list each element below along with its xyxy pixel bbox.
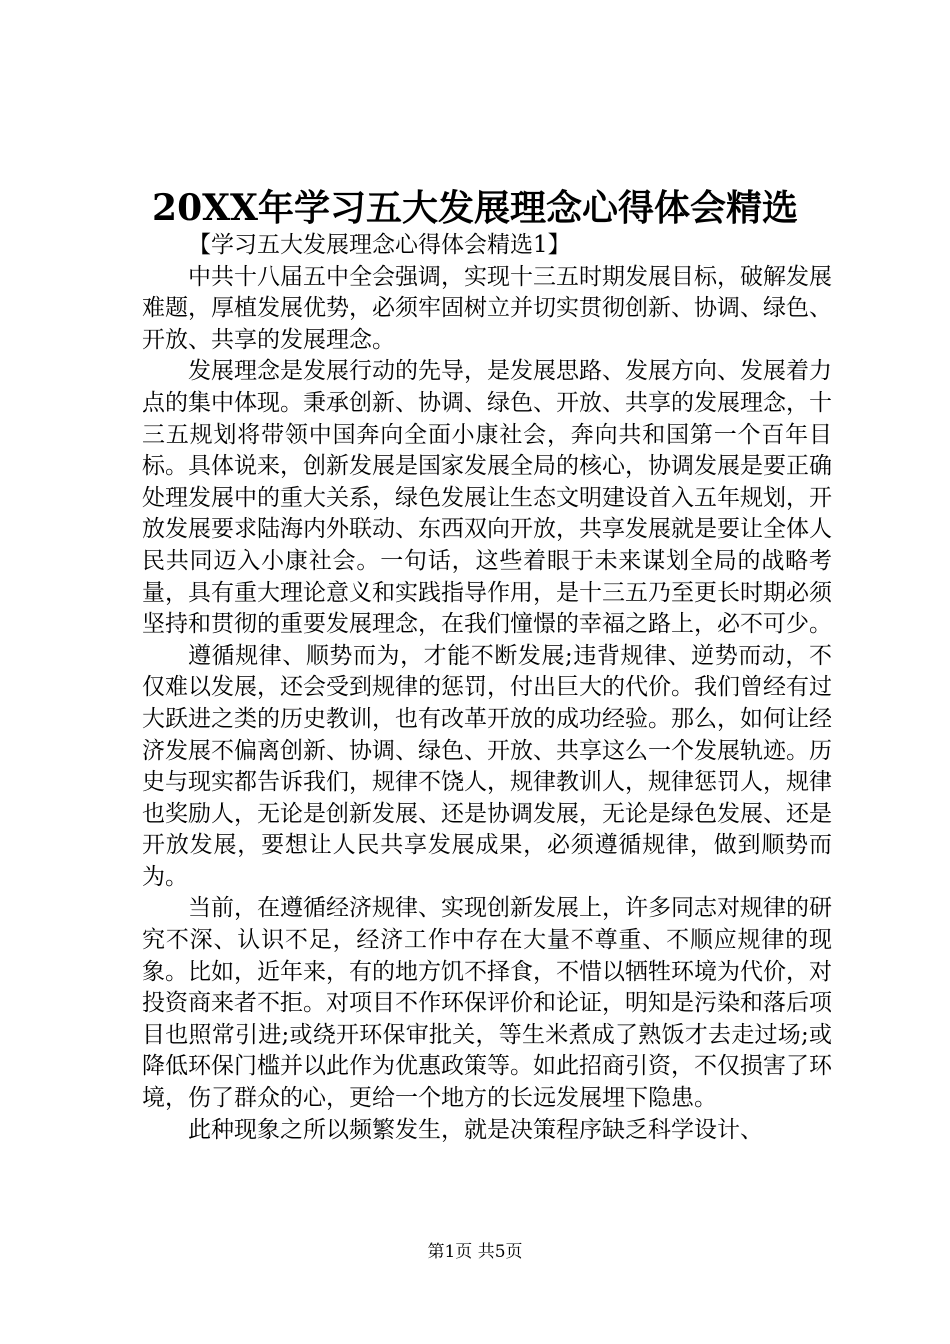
document-body xyxy=(142,230,832,1146)
section-subtitle: 【学习五大发展理念心得体会精选1】 xyxy=(188,232,571,258)
paragraph-4: 当前，在遵循经济规律、实现创新发展上，许多同志对规律的研究不深、认识不足，经济工作中存在大量不尊重、不顺应规律的现象。比如，近年来，有的地方饥不择食，不惜以牺牲环境为代价，对投资商来者不拒。对项目不作环保评价和论证，明知是污染和落后项目也照常引进;或绕开环保审批关，等生米煮成了熟饭才去走过场;或降低环保门槛并以此作为优惠政策等。如此招商引资，不仅损害了环境，伤了群众的心，更给一个地方的长远发展埋下隐患。 xyxy=(142,895,832,1112)
paragraph-1: 中共十八届五中全会强调，实现十三五时期发展目标，破解发展难题，厚植发展优势，必须牢固树立并切实贯彻创新、协调、绿色、开放、共享的发展理念。 xyxy=(142,263,832,353)
paragraph-5: 此种现象之所以频繁发生，就是决策程序缺乏科学设计、 xyxy=(188,1116,763,1143)
paragraph-3: 遵循规律、顺势而为，才能不断发展;违背规律、逆势而动，不仅难以发展，还会受到规律的惩罚，付出巨大的代价。我们曾经有过大跃进之类的历史教训，也有改革开放的成功经验。那么，如何让经济发展不偏离创新、协调、绿色、开放、共享这么一个发展轨迹。历史与现实都告诉我们，规律不饶人，规律教训人，规律惩罚人，规律也奖励人，无论是创新发展、还是协调发展，无论是绿色发展、还是开放发展，要想让人民共享发展成果，必须遵循规律，做到顺势而为。 xyxy=(142,642,832,890)
paragraph-2: 发展理念是发展行动的先导，是发展思路、发展方向、发展着力点的集中体现。秉承创新、协调、绿色、开放、共享的发展理念，十三五规划将带领中国奔向全面小康社会，奔向共和国第一个百年目标。具体说来，创新发展是国家发展全局的核心，协调发展是要正确处理发展中的重大关系，绿色发展让生态文明建设首入五年规划，开放发展要求陆海内外联动、东西双向开放，共享发展就是要让全体人民共同迈入小康社会。一句话，这些着眼于未来谋划全局的战略考量，具有重大理论意义和实践指导作用，是十三五乃至更长时期必须坚持和贯彻的重要发展理念，在我们憧憬的幸福之路上，必不可少。 xyxy=(142,358,832,638)
document-title: 20XX年学习五大发展理念心得体会精选 xyxy=(152,187,798,229)
page-number-footer: 第1页 共5页 xyxy=(427,1242,523,1262)
